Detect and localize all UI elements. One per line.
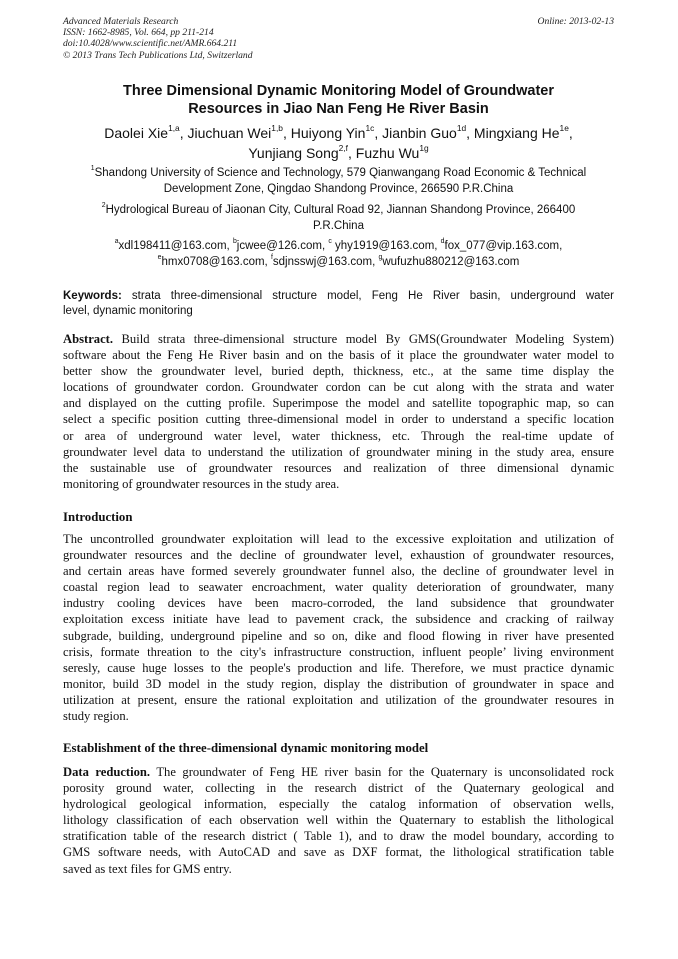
line-text: or area of underground water level, water thickness, etc. Through the real-time update of: [63, 428, 614, 443]
line-text: crisis, formate threation to the city's infrastructure construction, influent people’ living environment: [63, 644, 614, 659]
author-name: Jiuchuan Wei: [187, 125, 272, 141]
email-a: xdl198411@163.com,: [118, 240, 233, 252]
text-line: [63, 796, 614, 812]
affiliation-1-line-2: Development Zone, Qingdao Shandong Province, 266590 P.R.China: [163, 182, 514, 195]
line-text: study region.: [63, 709, 129, 724]
affiliation-2-line-2: P.R.China: [313, 219, 364, 232]
author-name: Yunjiang Song: [248, 145, 339, 161]
line-text: utilization at present, ensure the rational exploitation and utilization of the groundwater resoures in: [63, 692, 614, 707]
email-line-1: [63, 239, 614, 255]
line-text: The uncontrolled groundwater exploitation will lead to the excessive exploitation and utilization of: [63, 532, 614, 546]
line-text: software about the Feng He River basin and on the basis of it place the groundwater water model to: [63, 348, 614, 363]
text-line: [63, 611, 614, 627]
lead-label: Data reduction.: [63, 765, 151, 779]
line-text: porosity ground water, collecting in the research district of the Quaternary geological and: [63, 781, 614, 796]
email-f: sdjnsswj@163.com,: [272, 255, 379, 268]
text-line: [63, 411, 614, 427]
text-line: [63, 531, 614, 547]
email-b: jcwee@126.com,: [236, 240, 329, 252]
keywords-line-2: level, dynamic monitoring: [63, 305, 193, 317]
email-sup: e: [157, 253, 162, 261]
text-line: [63, 595, 614, 611]
line-text: and certain areas have formed severely groundwater funnel also, the decline of groundwater level in: [63, 564, 614, 579]
line-text: better show the groundwater level, buried depth, thickness, etc., at the same time display the: [63, 364, 614, 379]
text-line: [63, 780, 614, 796]
section2-heading: Establishment of the three-dimensional dynamic monitoring model: [63, 741, 429, 755]
line-text: Build strata three-dimensional structure model By GMS(Groundwater Modeling System): [113, 332, 614, 346]
email-sup: f: [270, 253, 273, 261]
text-line: [63, 861, 614, 877]
keywords-line-1: [63, 289, 614, 304]
journal-header: [63, 16, 253, 61]
line-text: industry cooling devices have been macro-corroded, the land subsidence that groundwater: [63, 596, 614, 611]
text-line: [63, 844, 614, 860]
author-list: [63, 123, 614, 163]
abstract-block: [63, 331, 614, 492]
line-text: seresly, cause huge losses to the people's production and life. Therefore, we must practice dynamic: [63, 660, 614, 675]
line-text: locations of groundwater cordon. Groundwater cordon can be cut along with the strata and water: [63, 380, 614, 395]
author-sup: 1c: [365, 123, 375, 134]
line-text: hydrological geological information, especially the catalog information of observation wells,: [63, 797, 614, 812]
author-name: Huiyong Yin: [290, 125, 366, 141]
affiliation-2: [63, 203, 614, 234]
line-text: exploitation excess initiate have lead to pavement crack, the subsidence and cracking of railway: [63, 612, 614, 627]
line-text: monitor, build 3D model in the study region, display the distribution of groundwater in space and: [63, 676, 614, 691]
copyright-line: © 2013 Trans Tech Publications Ltd, Switzerland: [63, 49, 253, 61]
title-line-2: Resources in Jiao Nan Feng He River Basin: [188, 101, 489, 117]
affiliation-1-line-1: [63, 166, 614, 182]
paper-title: [63, 82, 614, 118]
line-text: and displayed on the cutting profile. Superimpose the model and satellite topographic map, so can: [63, 396, 614, 411]
keywords-block: [63, 289, 614, 319]
email-list: [63, 239, 614, 270]
text-line: [63, 644, 614, 660]
text-line: [63, 331, 614, 347]
text-line: [63, 444, 614, 460]
line-text: lithology classification of each observation well within the Quaternary to establish the lithological: [63, 813, 614, 828]
affiliation-sup: 1: [90, 165, 95, 173]
text-line: [63, 708, 614, 724]
author-sup: 1d: [456, 123, 467, 134]
section2-body: [63, 764, 614, 877]
line-text: select a specific position cutting three-dimensional model in order to understand a specific location: [63, 412, 614, 427]
text-line: [63, 476, 614, 492]
affiliation-text: Shandong University of Science and Technology, 579 Qianwangang Road Economic & Technical: [94, 167, 587, 179]
affiliation-text: Hydrological Bureau of Jiaonan City, Cultural Road 92, Jiannan Shandong Province, 266400: [105, 204, 576, 216]
affiliation-sup: 2: [101, 202, 106, 210]
keywords-label: Keywords:: [63, 290, 122, 302]
keywords-text: strata three-dimensional structure model, Feng He River basin, underground water: [121, 290, 614, 302]
email-sup: d: [440, 238, 445, 246]
line-text: stratification table of the research district ( Table 1), and to draw the model boundary, according to: [63, 829, 614, 844]
author-name: Fuzhu Wu: [355, 145, 420, 161]
email-sup: a: [114, 238, 119, 246]
text-line: [63, 676, 614, 692]
text-line: [63, 428, 614, 444]
lead-label: Abstract.: [63, 332, 114, 346]
author-sup: 1g: [419, 143, 429, 154]
author-line-2: Yunjiang Song$^{2,f}$, Fuzhu $Wu^{1g}$: [248, 143, 429, 161]
email-line-2: [63, 255, 614, 271]
author-sup: 1,a: [168, 123, 180, 134]
email-c: yhy1919@163.com,: [331, 240, 441, 252]
author-name: Jianbin Guo: [382, 125, 457, 141]
text-line: [63, 692, 614, 708]
text-line: [63, 460, 614, 476]
text-line: [63, 579, 614, 595]
line-text: The groundwater of Feng HE river basin for the Quaternary is unconsolidated rock: [150, 765, 615, 779]
text-line: [63, 363, 614, 379]
email-sup: c: [328, 238, 332, 246]
email-d: fox_077@vip.163.com,: [444, 240, 563, 252]
line-text: saved as text files for GMS entry.: [63, 861, 232, 876]
author-sup: 1,b: [271, 123, 283, 134]
affiliation-1: [63, 166, 614, 197]
doi-line: doi:10.4028/www.scientific.net/AMR.664.211: [63, 38, 238, 50]
journal-name: Advanced Materials Research: [63, 16, 179, 27]
introduction-body: [63, 531, 614, 724]
text-line: [63, 547, 614, 563]
author-name: Mingxiang He: [473, 125, 560, 141]
text-line: [63, 395, 614, 411]
email-g: wufuzhu880212@163.com: [382, 255, 520, 268]
online-date: Online: 2013-02-13: [537, 16, 614, 27]
line-text: GMS software needs, with AutoCAD and save as DXF format, the lithological stratification table: [63, 845, 614, 860]
text-line: [63, 660, 614, 676]
author-sup: 1e: [559, 123, 569, 134]
author-sup: 2,f: [338, 143, 348, 154]
email-sup: g: [378, 253, 383, 261]
line-text: groundwater level data to understand the utilization of groundwater mining in the study area, ensure: [63, 444, 614, 459]
issn-line: ISSN: 1662-8985, Vol. 664, pp 211-214: [63, 27, 214, 39]
email-e: hmx0708@163.com,: [161, 255, 271, 268]
line-text: coastal region lead to seawater encroachment, water quality deterioration of groundwater, many: [63, 580, 614, 595]
text-line: [63, 828, 614, 844]
text-line: [63, 812, 614, 828]
text-line: [63, 347, 614, 363]
text-line: [63, 764, 614, 780]
email-sup: b: [232, 238, 237, 246]
introduction-heading: Introduction: [63, 510, 133, 524]
line-text: the sustainable use of groundwater resources and realization of three dimensional dynamic: [63, 460, 614, 475]
line-text: monitoring of groundwater resources in the study area.: [63, 476, 340, 491]
line-text: groundwater resources and the decline of groundwater level, exhaustion of groundwater resources,: [63, 548, 614, 563]
author-name: Daolei Xie: [104, 125, 169, 141]
text-line: [63, 563, 614, 579]
line-text: subgrade, building, underground pipeline and so on, dike and flood flowing in river have presented: [63, 628, 614, 643]
text-line: [63, 379, 614, 395]
author-line-1: Daolei Xie$^{1,a}$, Jiuchuan Wei$^{1,b}$, Huiyong Yin$^{1c}$, Jianbin Guo$^{1d}$, Mingxiang $He^{1e}$,: [104, 123, 573, 141]
text-line: [63, 628, 614, 644]
affiliation-2-line-1: [63, 203, 614, 219]
title-line-1: Three Dimensional Dynamic Monitoring Model of Groundwater: [122, 83, 554, 99]
